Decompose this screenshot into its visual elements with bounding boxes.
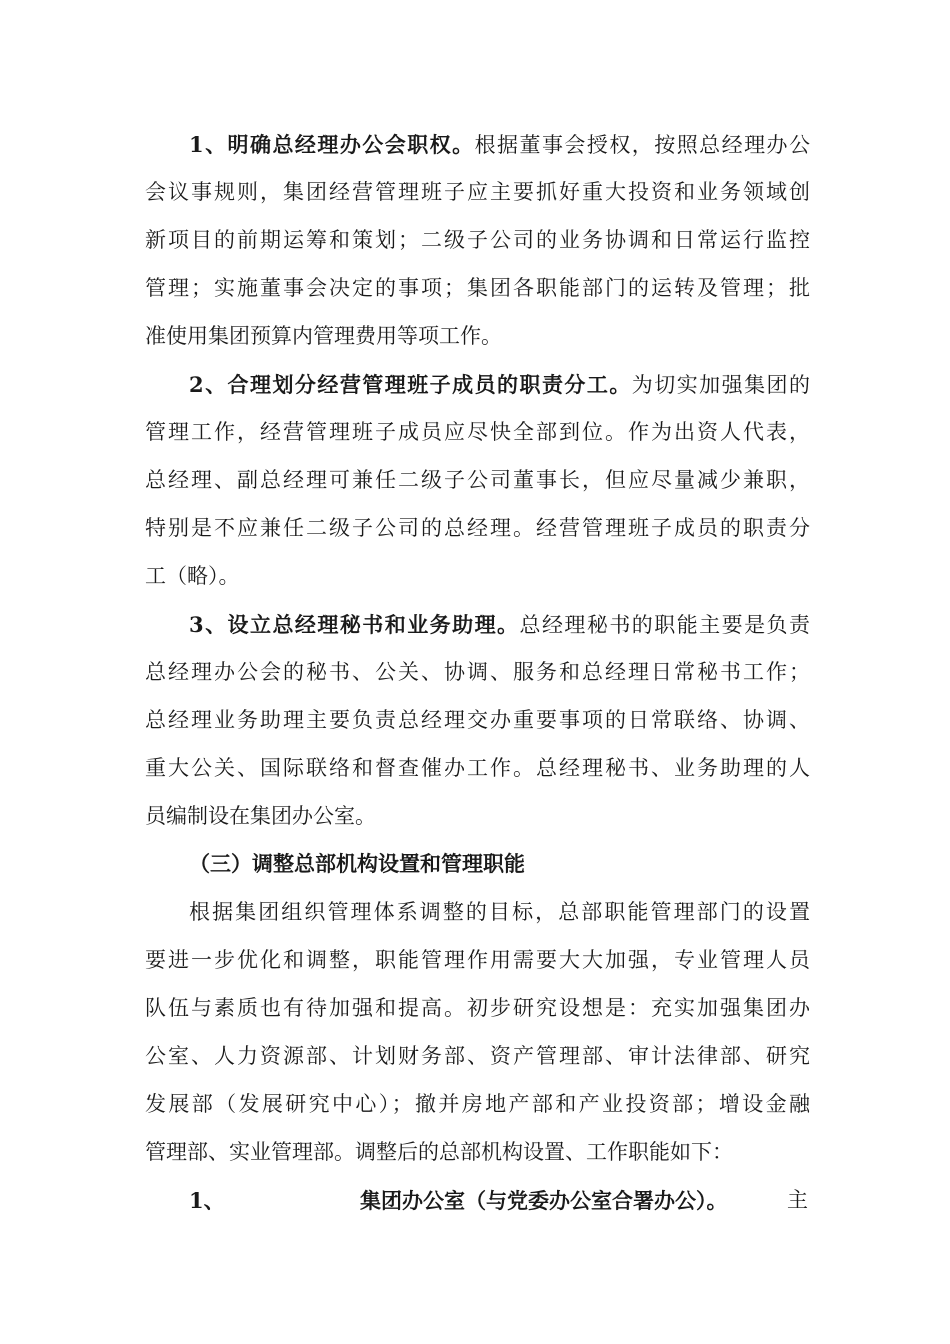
paragraph-2-line-1: [189, 370, 810, 399]
paragraph-1-line-3: 新项目的前期运筹和策划；二级子公司的业务协调和日常运行监控: [145, 228, 810, 252]
section-heading: （三）调整总部机构设置和管理职能: [189, 852, 525, 876]
paragraph-2-line-2: 管理工作，经营管理班子成员应尽快全部到位。作为出资人代表，: [145, 420, 810, 444]
paragraph-1-line-5: 准使用集团预算内管理费用等项工作。: [145, 324, 502, 348]
paragraph-3-lead: 3、设立总经理秘书和业务助理。: [189, 612, 520, 637]
paragraph-3-line-5: 员编制设在集团办公室。: [145, 804, 376, 828]
paragraph-4-line-6: 管理部、实业管理部。调整后的总部机构设置、工作职能如下：: [145, 1140, 733, 1164]
item-1-title: 集团办公室（与党委办公室合署办公）。: [360, 1188, 728, 1213]
paragraph-1-line-2: 会议事规则，集团经营管理班子应主要抓好重大投资和业务领域创: [145, 180, 810, 204]
paragraph-2-line-4: 特别是不应兼任二级子公司的总经理。经营管理班子成员的职责分: [145, 516, 810, 540]
item-1-tail: 主: [787, 1188, 808, 1212]
paragraph-3-line-2: 总经理办公会的秘书、公关、协调、服务和总经理日常秘书工作；: [145, 660, 810, 684]
paragraph-2-text: 为切实加强集团的: [631, 373, 810, 397]
paragraph-4-line-3: 队伍与素质也有待加强和提高。初步研究设想是：充实加强集团办: [145, 996, 810, 1020]
paragraph-4-line-1: 根据集团组织管理体系调整的目标，总部职能管理部门的设置: [189, 900, 810, 924]
paragraph-3-line-4: 重大公关、国际联络和督查催办工作。总经理秘书、业务助理的人: [145, 756, 810, 780]
paragraph-1-line-1: [189, 130, 810, 159]
paragraph-1-line-4: 管理；实施董事会决定的事项；集团各职能部门的运转及管理；批: [145, 276, 810, 300]
paragraph-2-line-3: 总经理、副总经理可兼任二级子公司董事长，但应尽量减少兼职，: [145, 468, 810, 492]
paragraph-2-lead: 2、合理划分经营管理班子成员的职责分工。: [189, 372, 632, 397]
item-1-number: 1、: [189, 1188, 225, 1213]
paragraph-4-line-5: 发展部（发展研究中心）；撤并房地产部和产业投资部；增设金融: [145, 1092, 810, 1116]
paragraph-4-line-4: 公室、人力资源部、计划财务部、资产管理部、审计法律部、研究: [145, 1044, 810, 1068]
paragraph-4-line-2: 要进一步优化和调整，职能管理作用需要大大加强，专业管理人员: [145, 948, 810, 972]
paragraph-3-line-1: [189, 610, 810, 639]
paragraph-1-text: 根据董事会授权，按照总经理办公: [474, 133, 810, 157]
paragraph-1-lead: 1、明确总经理办公会职权。: [189, 132, 475, 157]
paragraph-2-line-5: 工（略）。: [145, 564, 240, 588]
paragraph-3-text: 总经理秘书的职能主要是负责: [519, 613, 810, 637]
paragraph-3-line-3: 总经理业务助理主要负责总经理交办重要事项的日常联络、协调、: [145, 708, 810, 732]
